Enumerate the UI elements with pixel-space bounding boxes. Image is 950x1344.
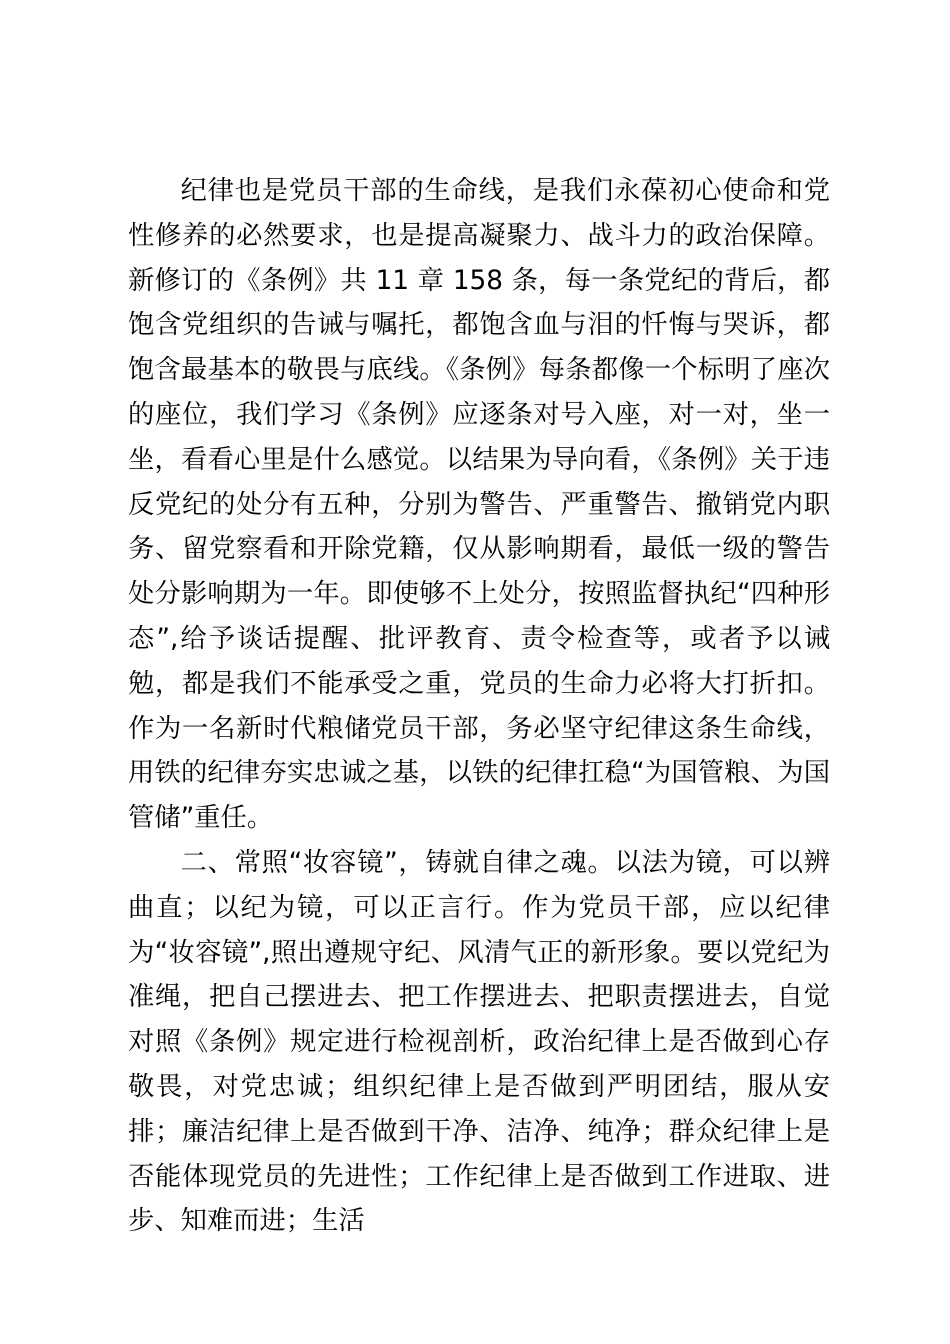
paragraph-mirror-self-discipline: 二、常照“妆容镜”，铸就自律之魂。以法为镜，可以辨曲直；以纪为镜，可以正言行。作为党员干部，应以纪律为“妆容镜”,照出遵规守纪、风清气正的新形象。要以党纪为准绳，把自己摆进去、把工作摆进去、把职责摆进去，自觉对照《条例》规定进行检视剖析，政治纪律上是否做到心存敬畏，对党忠诚；组织纪律上是否做到严明团结，服从安排；廉洁纪律上是否做到干净、洁净、纯净；群众纪律上是否能体现党员的先进性；工作纪律上是否做到工作进取、进步、知难而进；生活 — [128, 847, 830, 1237]
document-body — [128, 169, 830, 1244]
paragraph-discipline-lifeline: 纪律也是党员干部的生命线，是我们永葆初心使命和党性修养的必然要求，也是提高凝聚力、战斗力的政治保障。新修订的《条例》共 11 章 158 条，每一条党纪的背后，都饱含党组织的告诫与嘱托，都饱含血与泪的忏悔与哭诉，都饱含最基本的敬畏与底线。《条例》每条都像一个标明了座次的座位，我们学习《条例》应逐条对号入座，对一对，坐一坐，看看心里是什么感觉。以结果为导向看，《条例》关于违反党纪的处分有五种，分别为警告、严重警告、撤销党内职务、留党察看和开除党籍，仅从影响期看，最低一级的警告处分影响期为一年。即使够不上处分，按照监督执纪“四种形态”,给予谈话提醒、批评教育、责令检查等，或者予以诫勉，都是我们不能承受之重，党员的生命力必将大打折扣。作为一名新时代粮储党员干部，务必坚守纪律这条生命线，用铁的纪律夯实忠诚之基，以铁的纪律扛稳“为国管粮、为国管储”重任。 — [128, 176, 830, 834]
